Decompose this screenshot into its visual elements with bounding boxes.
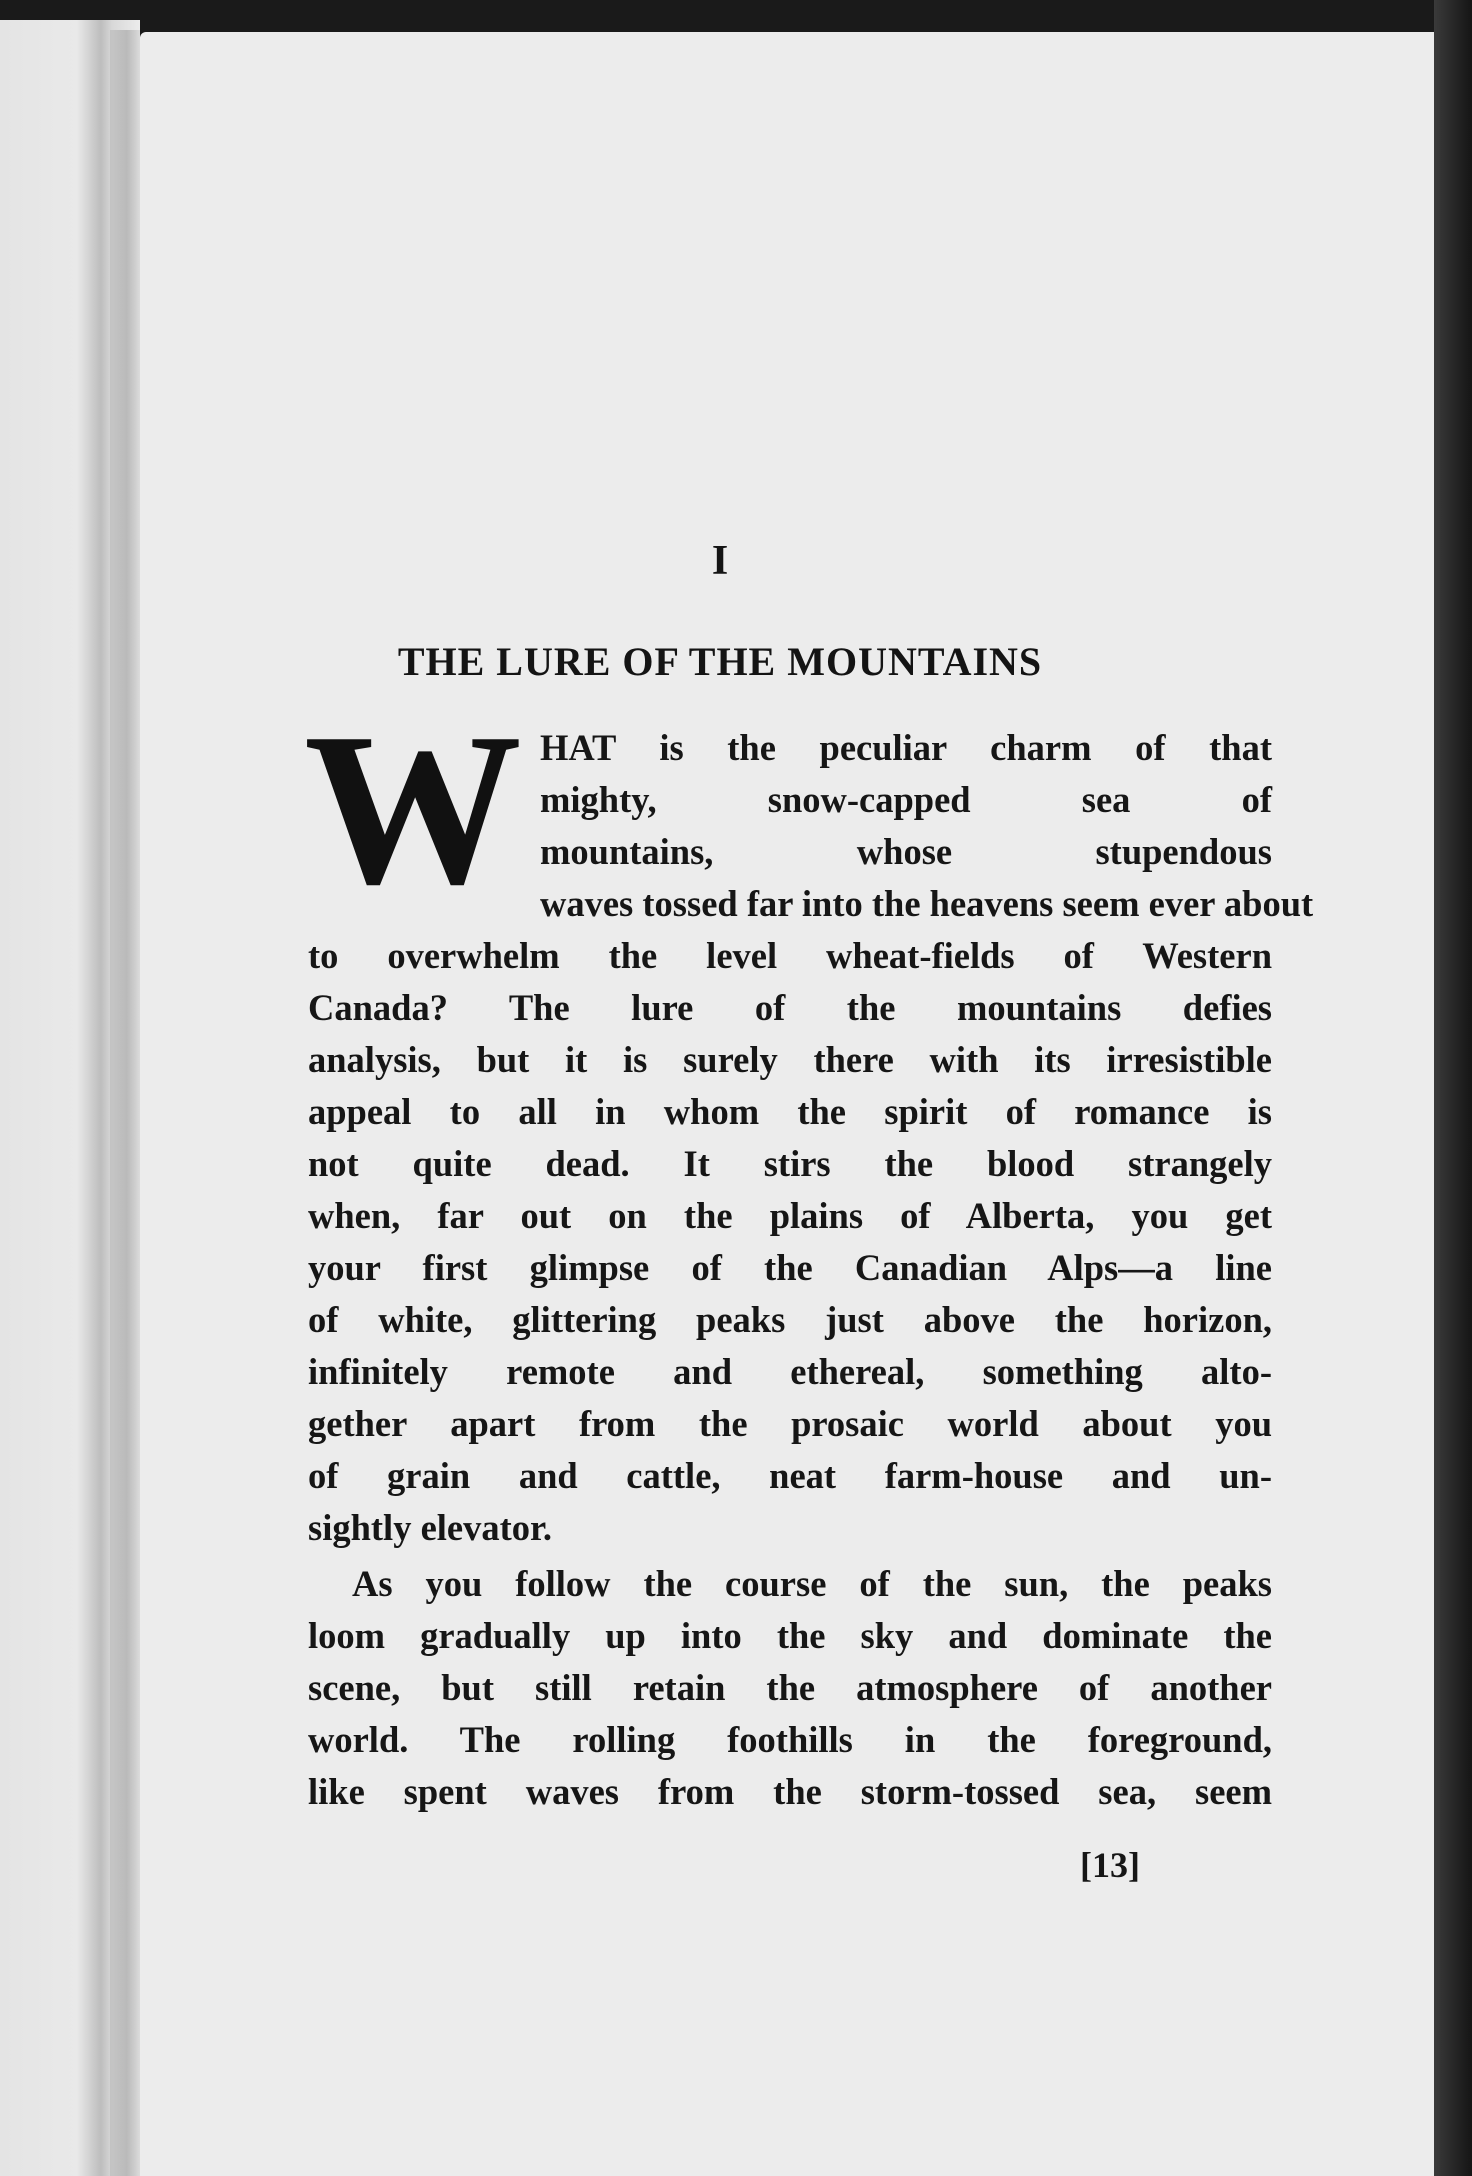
text-line: waves tossed far into the heavens seem ever about (540, 883, 1314, 924)
text-line: infinitely remote and ethereal, something alto- (308, 1351, 1272, 1392)
text-line: to overwhelm the level wheat-fields of Western (308, 935, 1272, 976)
text-line: HAT is the peculiar charm of that (540, 727, 1272, 768)
body-text (304, 689, 1314, 1818)
text-line: of white, glittering peaks just above the horizon, (308, 1299, 1272, 1340)
text-line: mighty, snow-capped sea of (540, 779, 1272, 820)
text-line: not quite dead. It stirs the blood strangely (308, 1143, 1272, 1184)
text-line: appeal to all in whom the spirit of romance is (308, 1091, 1272, 1132)
text-line: Canada? The lure of the mountains defies (308, 987, 1272, 1028)
scan-right-edge (1434, 0, 1472, 2176)
paragraph-2 (308, 1558, 1272, 1818)
text-line: gether apart from the prosaic world about you (308, 1403, 1272, 1444)
text-line: loom gradually up into the sky and dominate the (308, 1615, 1272, 1656)
chapter-number: I (711, 538, 729, 584)
scan-top-edge (0, 0, 1472, 36)
chapter-title: THE LURE OF THE MOUNTAINS (397, 639, 1043, 684)
text-line: when, far out on the plains of Alberta, you get (308, 1195, 1272, 1236)
drop-cap: W (304, 689, 522, 930)
text-line: world. The rolling foothills in the foreground, (308, 1719, 1272, 1760)
text-line: As you follow the course of the sun, the peaks (352, 1563, 1272, 1604)
book-page (140, 32, 1434, 2176)
text-line: sightly elevator. (308, 1507, 552, 1548)
text-line: of grain and cattle, neat farm-house and un- (308, 1455, 1272, 1496)
text-line: mountains, whose stupendous (540, 831, 1272, 872)
text-line: like spent waves from the storm-tossed sea, seem (308, 1771, 1272, 1812)
paragraph-1 (304, 689, 1314, 1554)
text-line: analysis, but it is surely there with its irresistible (308, 1039, 1272, 1080)
spine-shadow (110, 30, 144, 2176)
page-number: [13] (1080, 1845, 1140, 1885)
text-line: your first glimpse of the Canadian Alps—a line (308, 1247, 1272, 1288)
text-line: scene, but still retain the atmosphere of another (308, 1667, 1272, 1708)
